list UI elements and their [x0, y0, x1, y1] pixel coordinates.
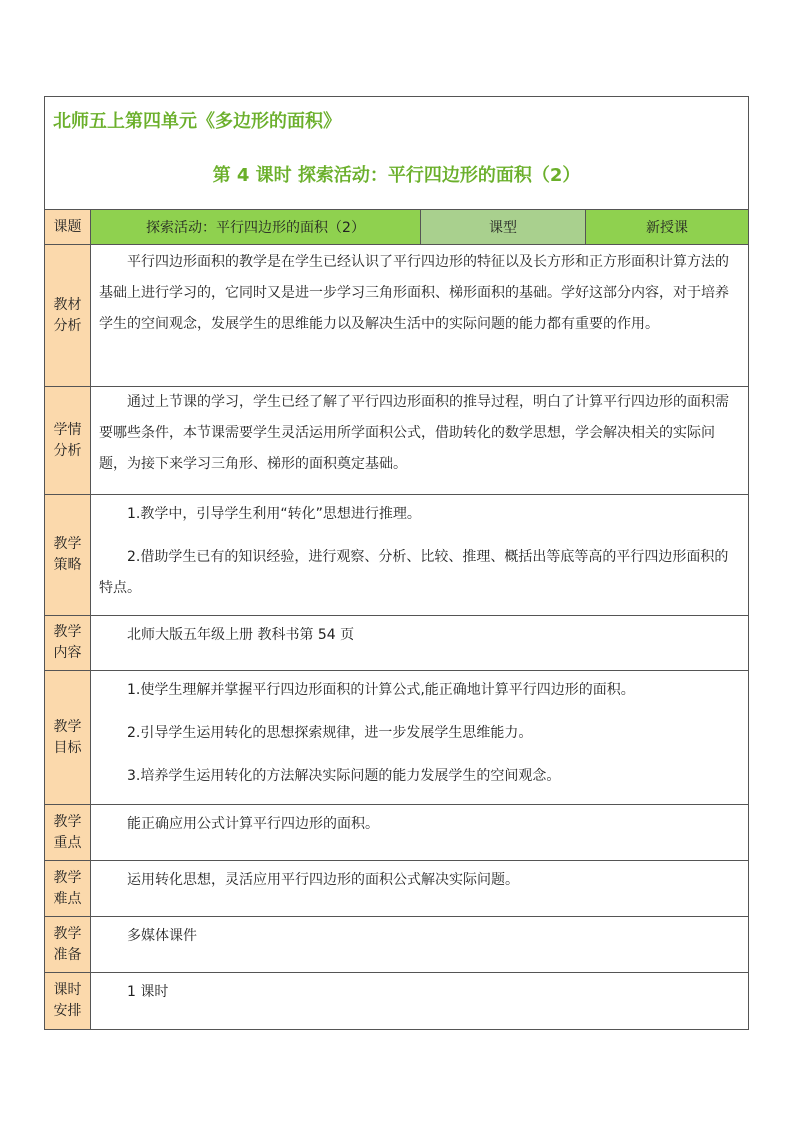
goal-item: 1.使学生理解并掌握平行四边形面积的计算公式,能正确地计算平行四边形的面积。	[127, 682, 635, 698]
goal-item: 3.培养学生运用转化的方法解决实际问题的能力发展学生的空间观念。	[127, 768, 561, 784]
teaching-goals-row	[45, 671, 748, 805]
teaching-prep-row	[45, 917, 748, 973]
teaching-content-text: 北师大版五年级上册 教科书第 54 页	[127, 627, 355, 643]
class-hours-content	[91, 973, 748, 1029]
lesson-type-value: 新授课	[586, 210, 748, 244]
topic-label: 课题	[45, 210, 91, 244]
strategy-item: 2.借助学生已有的知识经验，进行观察、分析、比较、推理、概括出等底等高的平行四边形面积的特点。	[99, 549, 729, 596]
teaching-goals-content	[91, 671, 748, 804]
teaching-goals-label: 教学目标	[45, 671, 91, 804]
student-analysis-label: 学情分析	[45, 387, 91, 494]
student-analysis-content	[91, 387, 748, 494]
teaching-key-row	[45, 805, 748, 861]
teaching-key-label: 教学重点	[45, 805, 91, 860]
teaching-key-content	[91, 805, 748, 860]
teaching-difficulty-row	[45, 861, 748, 917]
teaching-strategy-content	[91, 495, 748, 615]
lesson-type-label: 课型	[421, 210, 586, 244]
topic-name: 探索活动：平行四边形的面积（2）	[91, 210, 421, 244]
material-analysis-row	[45, 245, 748, 387]
teaching-content-row	[45, 616, 748, 671]
teaching-difficulty-label: 教学难点	[45, 861, 91, 916]
teaching-prep-text: 多媒体课件	[127, 928, 197, 944]
material-analysis-text: 平行四边形面积的教学是在学生已经认识了平行四边形的特征以及长方形和正方形面积计算方法的基础上进行学习的，它同时又是进一步学习三角形面积、梯形面积的基础。学好这部分内容，对于培养学生的空间观念，发展学生的思维能力以及解决生活中的实际问题的能力都有重要的作用。	[99, 254, 729, 332]
teaching-prep-content	[91, 917, 748, 972]
material-analysis-label: 教材分析	[45, 245, 91, 386]
class-hours-text: 1 课时	[127, 984, 169, 1000]
teaching-prep-label: 教学准备	[45, 917, 91, 972]
class-hours-label: 课时安排	[45, 973, 91, 1029]
material-analysis-content	[91, 245, 748, 386]
teaching-key-text: 能正确应用公式计算平行四边形的面积。	[127, 816, 379, 832]
teaching-difficulty-text: 运用转化思想，灵活应用平行四边形的面积公式解决实际问题。	[127, 872, 519, 888]
teaching-content-content	[91, 616, 748, 670]
goal-item: 2.引导学生运用转化的思想探索规律，进一步发展学生思维能力。	[127, 725, 533, 741]
student-analysis-text: 通过上节课的学习，学生已经了解了平行四边形面积的推导过程，明白了计算平行四边形的面积需要哪些条件，本节课需要学生灵活运用所学面积公式，借助转化的数学思想，学会解决相关的实际问题，为接下来学习三角形、梯形的面积奠定基础。	[99, 394, 729, 472]
teaching-content-label: 教学内容	[45, 616, 91, 670]
teaching-strategy-row	[45, 495, 748, 616]
teaching-difficulty-content	[91, 861, 748, 916]
header-block	[45, 97, 748, 210]
class-hours-row	[45, 973, 748, 1029]
lesson-title: 第 4 课时 探索活动：平行四边形的面积（2）	[212, 165, 581, 186]
strategy-item: 1.教学中，引导学生利用“转化”思想进行推理。	[127, 506, 421, 522]
student-analysis-row	[45, 387, 748, 495]
lesson-plan-table	[44, 96, 749, 1030]
teaching-strategy-label: 教学策略	[45, 495, 91, 615]
topic-row	[45, 210, 748, 245]
unit-title: 北师五上第四单元《多边形的面积》	[53, 111, 341, 132]
